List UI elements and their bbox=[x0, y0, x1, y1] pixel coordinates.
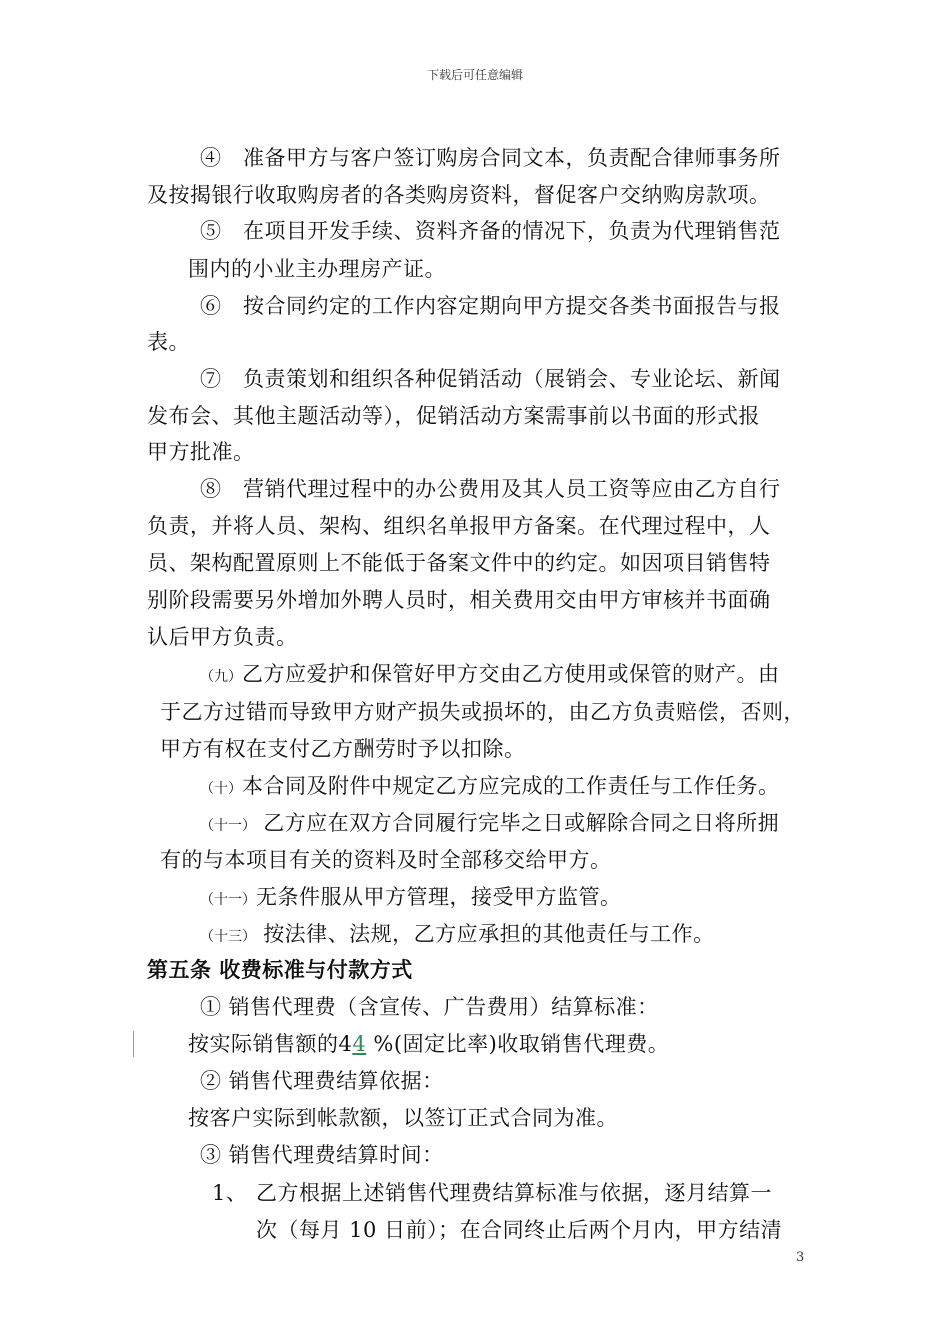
revision-bar bbox=[133, 1031, 134, 1057]
item-11-text: 乙方应在双方合同履行完毕之日或解除合同之日将所拥 bbox=[263, 811, 780, 835]
item-12 bbox=[200, 882, 622, 915]
paragraph-line: ⑥ 按合同约定的工作内容定期向甲方提交各类书面报告与报 bbox=[200, 294, 781, 318]
item-13 bbox=[200, 919, 715, 952]
fee-basis: ② 销售代理费结算依据： bbox=[200, 1069, 444, 1093]
paragraph-line: 表。 bbox=[147, 330, 190, 354]
item-10-label: （十） bbox=[200, 781, 242, 797]
item-9-label: （九） bbox=[200, 669, 242, 685]
item-10-text: 本合同及附件中规定乙方应完成的工作责任与工作任务。 bbox=[242, 774, 780, 798]
fee-standard-detail bbox=[188, 1029, 669, 1059]
item-13-text: 按法律、法规，乙方应承担的其他责任与工作。 bbox=[263, 922, 715, 946]
paragraph-line: 别阶段需要另外增加外聘人员时，相关费用交由甲方审核并书面确 bbox=[147, 588, 771, 612]
paragraph-line: 员、架构配置原则上不能低于备案文件中的约定。如因项目销售特 bbox=[147, 551, 771, 575]
paragraph-line: 甲方批准。 bbox=[147, 440, 255, 464]
paragraph-line: ④ 准备甲方与客户签订购房合同文本，负责配合律师事务所 bbox=[200, 146, 781, 170]
paragraph-line: 发布会、其他主题活动等），促销活动方案需事前以书面的形式报 bbox=[147, 404, 760, 428]
paragraph-line: 围内的小业主办理房产证。 bbox=[188, 257, 446, 281]
fee-basis-detail: 按客户实际到帐款额，以签订正式合同为准。 bbox=[188, 1106, 618, 1130]
item-9-line: 甲方有权在支付乙方酬劳时予以扣除。 bbox=[160, 737, 526, 761]
page-number: 3 bbox=[796, 1250, 805, 1265]
item-13-label: （十三） bbox=[200, 929, 256, 945]
paragraph-line: ⑧ 营销代理过程中的办公费用及其人员工资等应由乙方自行 bbox=[200, 477, 781, 501]
fee-time: ③ 销售代理费结算时间： bbox=[200, 1143, 444, 1167]
fee-time-item-line: 乙方根据上述销售代理费结算标准与依据，逐月结算一 bbox=[256, 1181, 772, 1205]
paragraph-line: ⑤ 在项目开发手续、资料齐备的情况下，负责为代理销售范 bbox=[200, 219, 781, 243]
page-header: 下载后可任意编辑 bbox=[426, 68, 523, 82]
item-11-line: 有的与本项目有关的资料及时全部移交给甲方。 bbox=[160, 848, 612, 872]
item-11-label: （十一） bbox=[200, 818, 256, 834]
fee-time-item-line: 次（每月 10 日前）；在合同终止后两个月内，甲方结清 bbox=[256, 1218, 783, 1242]
paragraph-line: ⑦ 负责策划和组织各种促销活动（展销会、专业论坛、新闻 bbox=[200, 367, 781, 391]
paragraph-line: 认后甲方负责。 bbox=[147, 625, 298, 649]
item-9-line: 于乙方过错而导致甲方财产损失或损坏的，由乙方负责赔偿，否则， bbox=[160, 700, 805, 724]
item-10 bbox=[200, 771, 780, 804]
item-12-label: （十一） bbox=[200, 892, 256, 908]
item-9-text: 乙方应爱护和保管好甲方交由乙方使用或保管的财产。由 bbox=[242, 662, 780, 686]
fee-rate-original: 4 bbox=[338, 1032, 353, 1056]
fee-detail-prefix: 按实际销售额的 bbox=[188, 1032, 339, 1056]
item-9 bbox=[200, 659, 780, 692]
fee-detail-suffix: %(固定比率)收取销售代理费。 bbox=[366, 1032, 670, 1056]
paragraph-line: 负责，并将人员、架构、组织名单报甲方备案。在代理过程中，人 bbox=[147, 514, 771, 538]
section-title: 第五条 收费标准与付款方式 bbox=[147, 957, 413, 982]
paragraph-line: 及按揭银行收取购房者的各类购房资料，督促客户交纳购房款项。 bbox=[147, 183, 771, 207]
item-11 bbox=[200, 808, 779, 841]
item-12-text: 无条件服从甲方管理，接受甲方监管。 bbox=[256, 885, 622, 909]
fee-time-item-number: 1、 bbox=[212, 1181, 248, 1205]
fee-rate-tracked-change: 4 bbox=[352, 1032, 367, 1056]
fee-standard: ① 销售代理费（含宣传、广告费用）结算标准： bbox=[200, 995, 659, 1019]
